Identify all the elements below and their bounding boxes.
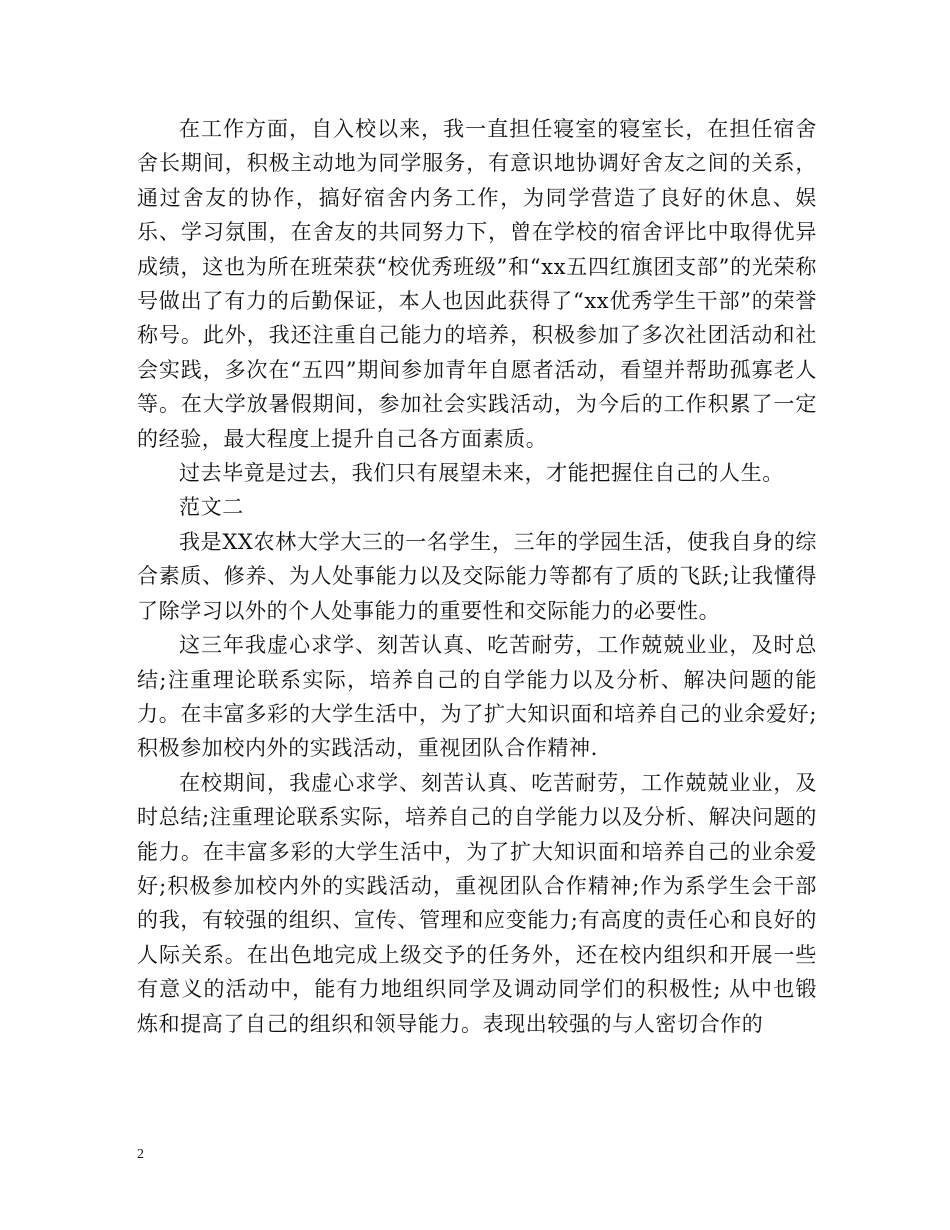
paragraph-three-years: 这三年我虚心求学、刻苦认真、吃苦耐劳，工作兢兢业业，及时总结;注重理论联系实际，培养自己的自学能力以及分析、解决问题的能力。在丰富多彩的大学生活中，为了扩大知识面和培养自己的业余爱好;积极参加校内外的实践活动，重视团队合作精神. [137,633,817,761]
paragraph-work: 在工作方面，自入校以来，我一直担任寝室的寝室长，在担任宿舍舍长期间，积极主动地为同学服务，有意识地协调好舍友之间的关系，通过舍友的协作，搞好宿舍内务工作，为同学营造了良好的休息、娱乐、学习氛围，在舍友的共同努力下，曾在学校的宿舍评比中取得优异成绩，这也为所在班荣获“校优秀班级”和“xx五四红旗团支部”的光荣称号做出了有力的后勤保证，本人也因此获得了“xx优秀学生干部”的荣誉称号。此外，我还注重自己能力的培养，积极参加了多次社团活动和社会实践，多次在“五四”期间参加青年自愿者活动，看望并帮助孤寡老人等。在大学放暑假期间，参加社会实践活动，为今后的工作积累了一定的经验，最大程度上提升自己各方面素质。 [137,117,817,451]
paragraph-past-future: 过去毕竟是过去，我们只有展望未来，才能把握住自己的人生。 [179,461,784,486]
paragraph-introduction: 我是XX农林大学大三的一名学生，三年的学园生活，使我自身的综合素质、修养、为人处事能力以及交际能力等都有了质的飞跃;让我懂得了除学习以外的个人处事能力的重要性和交际能力的必要性。 [137,529,817,623]
page-number: 2 [137,1147,144,1162]
document-body [137,112,817,1041]
section-heading-sample-two: 范文二 [179,495,244,520]
paragraph-campus-period: 在校期间，我虚心求学、刻苦认真、吃苦耐劳，工作兢兢业业，及时总结;注重理论联系实际，培养自己的自学能力以及分析、解决问题的能力。在丰富多彩的大学生活中，为了扩大知识面和培养自己的业余爱好;积极参加校内外的实践活动，重视团队合作精神;作为系学生会干部的我，有较强的组织、宣传、管理和应变能力;有高度的责任心和良好的人际关系。在出色地完成上级交予的任务外，还在校内组织和开展一些有意义的活动中，能有力地组织同学及调动同学们的积极性; 从中也锻炼和提高了自己的组织和领导能力。表现出较强的与人密切合作的 [137,770,817,1036]
